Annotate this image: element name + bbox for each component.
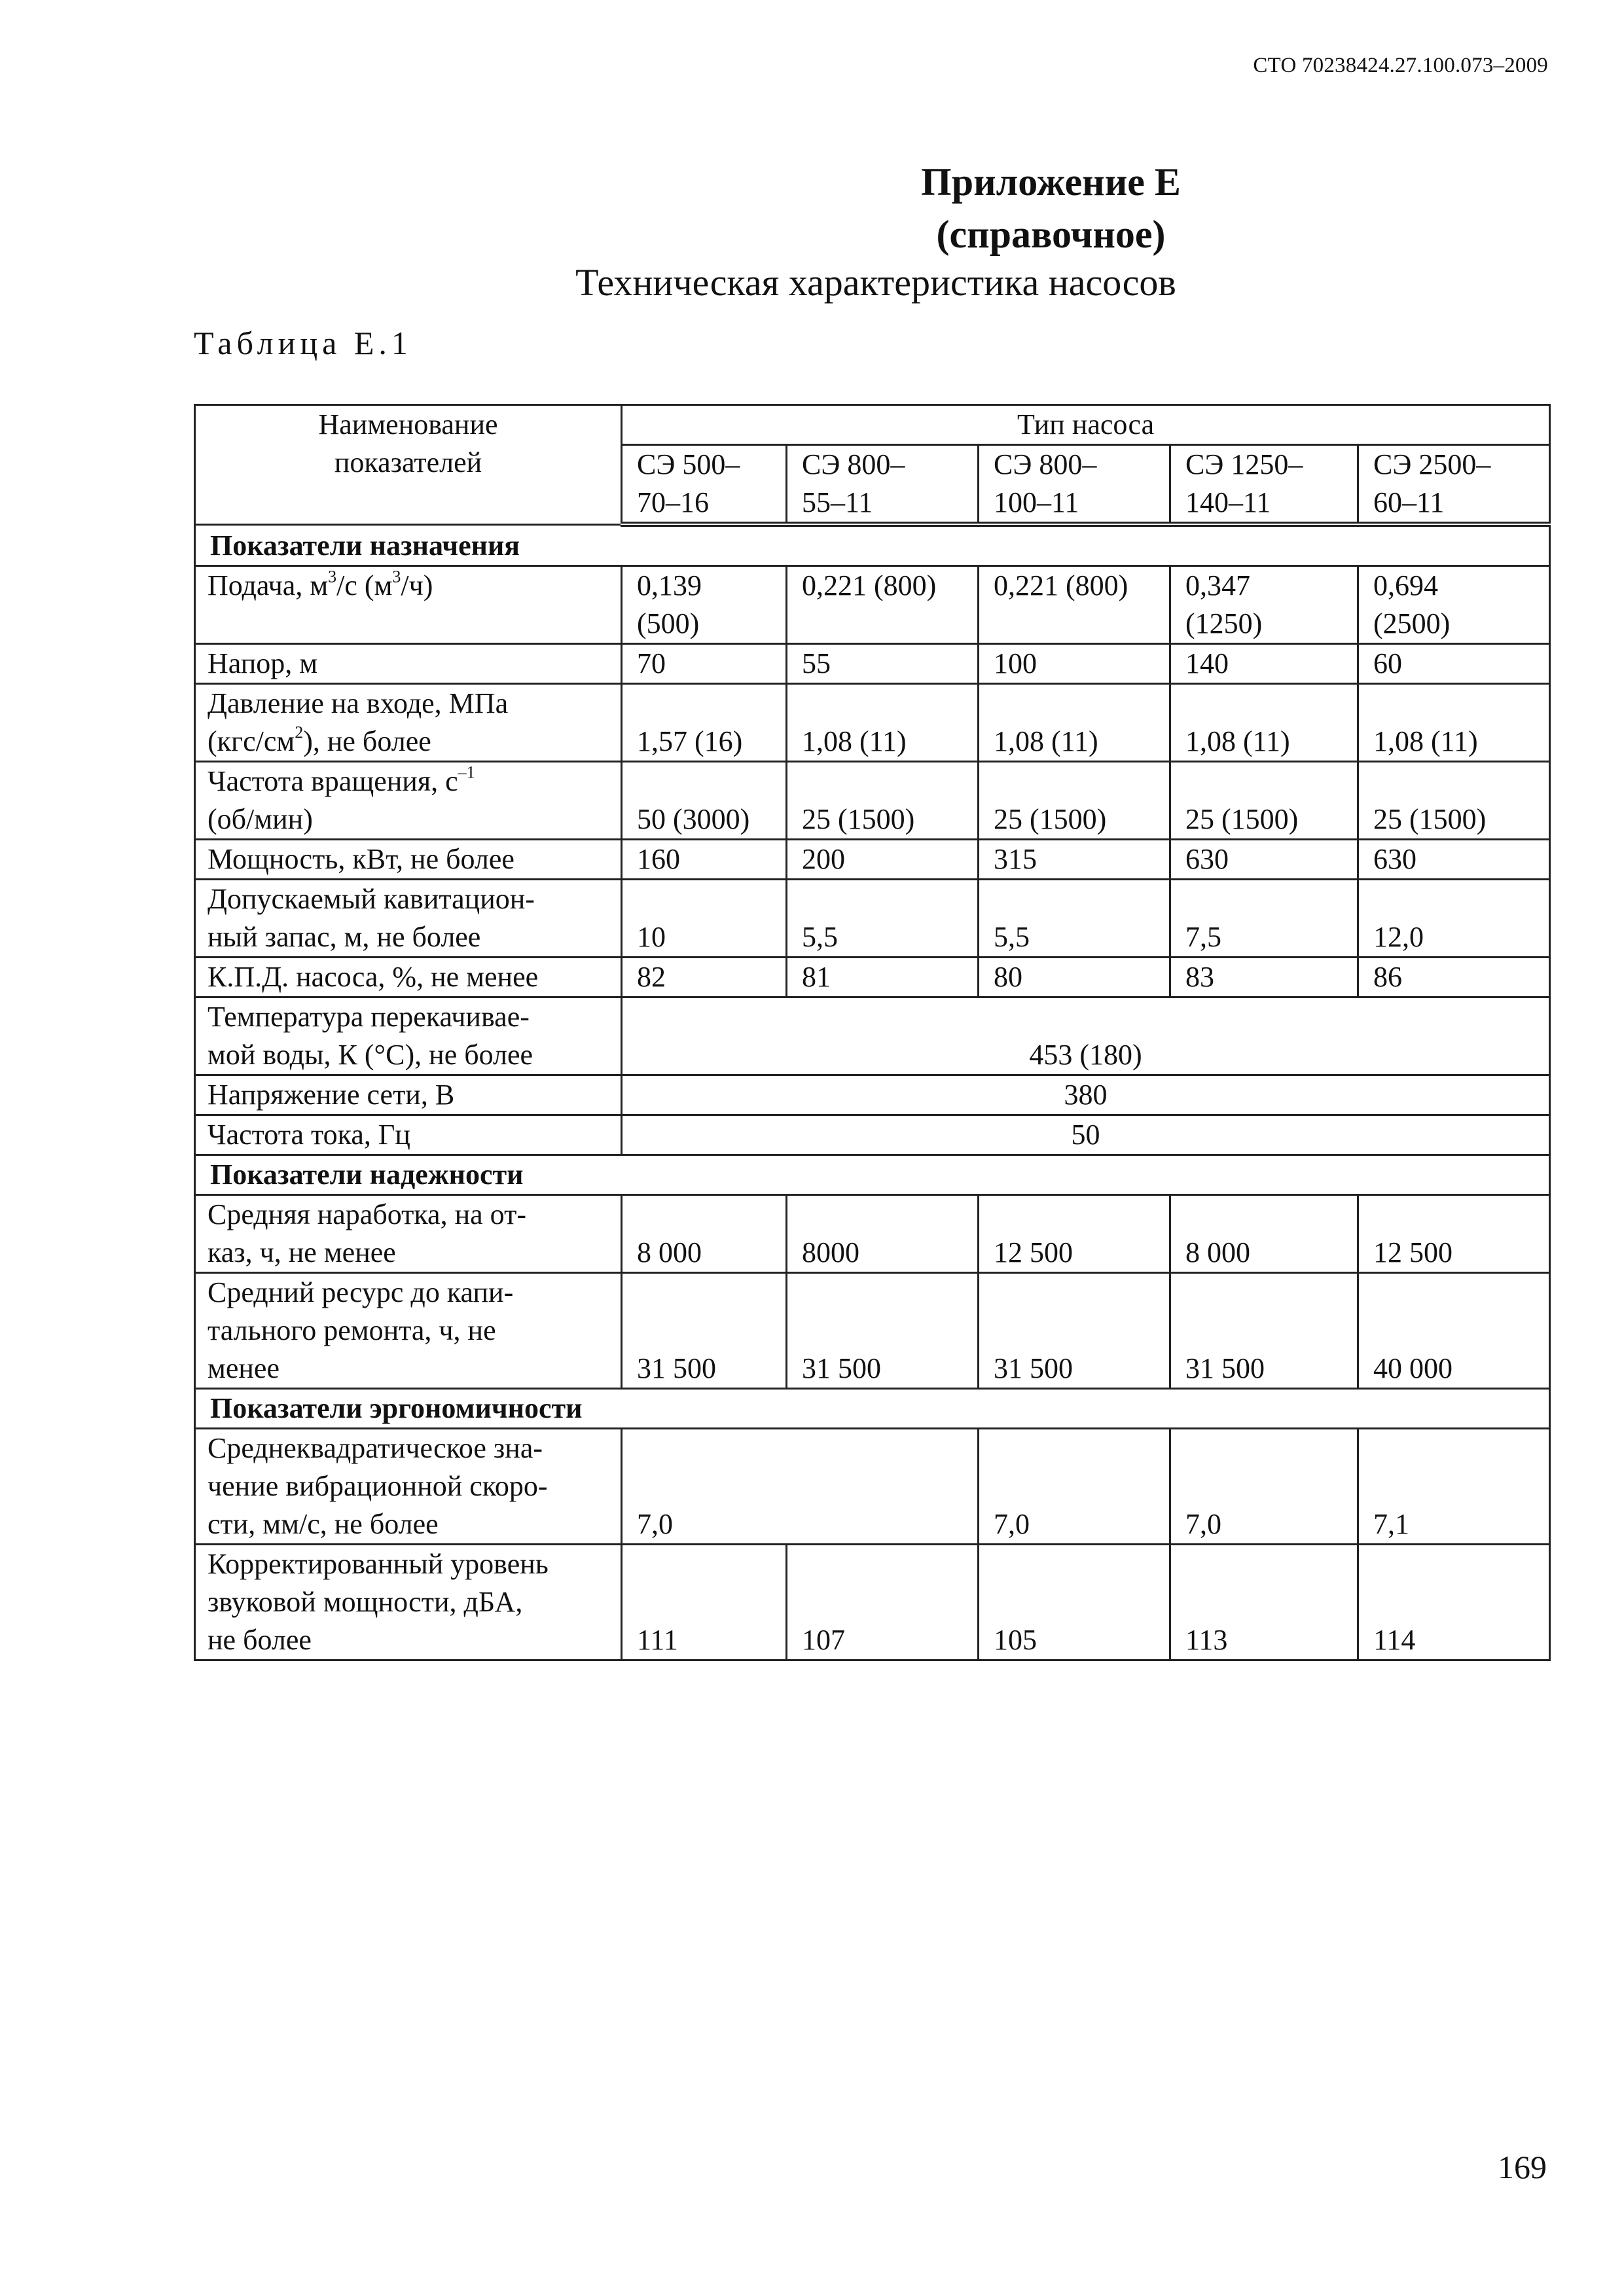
table-cell: 25 (1500)	[1170, 762, 1358, 840]
page-number: 169	[1498, 2149, 1547, 2185]
table-cell: 1,08 (11)	[787, 684, 979, 762]
table-cell: 0,221 (800)	[979, 566, 1170, 644]
table-cell: 7,5	[1170, 880, 1358, 958]
pump-type-cell: СЭ 2500– 60–11	[1358, 445, 1550, 525]
table-row	[195, 880, 1550, 958]
table-cell: 0,139 (500)	[622, 566, 787, 644]
column-header-pump-type: Тип насоса	[622, 405, 1550, 445]
table-cell: 1,08 (11)	[1358, 684, 1550, 762]
table-cell: 7,0	[1170, 1429, 1358, 1545]
table-cell: 630	[1358, 840, 1550, 880]
appendix-caption: Техническая характеристика насосов	[575, 261, 1176, 304]
row-label-npsh: Допускаемый кавитацион- ный запас, м, не более	[195, 880, 622, 958]
table-row	[195, 566, 1550, 644]
table-row	[195, 997, 1550, 1075]
table-cell: 12 500	[979, 1195, 1170, 1273]
table-cell: 86	[1358, 958, 1550, 997]
table-cell: 10	[622, 880, 787, 958]
table-cell: 8000	[787, 1195, 979, 1273]
section-row	[195, 1155, 1550, 1195]
table-cell: 7,0	[622, 1429, 979, 1545]
table-cell: 31 500	[787, 1273, 979, 1389]
appendix-title: Приложение Е	[921, 160, 1181, 204]
section-purpose: Показатели назначения	[195, 524, 1550, 566]
table-row	[195, 1429, 1550, 1545]
table-cell: 1,08 (11)	[979, 684, 1170, 762]
table-cell: 105	[979, 1545, 1170, 1660]
header-row	[195, 405, 1550, 445]
table-row	[195, 684, 1550, 762]
section-reliability: Показатели надежности	[195, 1155, 1550, 1195]
pump-spec-table	[194, 404, 1551, 1661]
table-row	[195, 1273, 1550, 1389]
table-cell: 315	[979, 840, 1170, 880]
table-cell: 1,57 (16)	[622, 684, 787, 762]
table-cell: 1,08 (11)	[1170, 684, 1358, 762]
table-cell: 0,221 (800)	[787, 566, 979, 644]
table-label: Таблица Е.1	[194, 325, 412, 361]
table-cell: 380	[622, 1075, 1550, 1115]
table-cell: 31 500	[622, 1273, 787, 1389]
section-ergonomics: Показатели эргономичности	[195, 1389, 1550, 1429]
row-label-rotation: Частота вращения, $с^{-1}$ (об/мин)	[195, 762, 622, 840]
table-cell: 630	[1170, 840, 1358, 880]
table-cell: 82	[622, 958, 787, 997]
table-cell: 60	[1358, 644, 1550, 684]
table-row	[195, 644, 1550, 684]
table-cell: 114	[1358, 1545, 1550, 1660]
row-label-water-temp: Температура перекачивае- мой воды, К (°С), не более	[195, 997, 622, 1075]
row-label-mtbf: Средняя наработка, на от- каз, ч, не менее	[195, 1195, 622, 1273]
table-cell: 111	[622, 1545, 787, 1660]
table-cell: 70	[622, 644, 787, 684]
table-cell: 40 000	[1358, 1273, 1550, 1389]
row-label-current-freq: Частота тока, Гц	[195, 1115, 622, 1155]
table-cell: 31 500	[979, 1273, 1170, 1389]
table-cell: 80	[979, 958, 1170, 997]
table-cell: 25 (1500)	[1358, 762, 1550, 840]
section-row	[195, 1389, 1550, 1429]
row-label-resource: Средний ресурс до капи- тального ремонта, ч, не менее	[195, 1273, 622, 1389]
table-cell: 160	[622, 840, 787, 880]
table-row	[195, 1075, 1550, 1115]
table-cell: 7,0	[979, 1429, 1170, 1545]
table-cell: 200	[787, 840, 979, 880]
table-cell: 81	[787, 958, 979, 997]
pump-type-cell: СЭ 800– 100–11	[979, 445, 1170, 525]
row-label-inlet-pressure: Давление на входе, МПа $(кгс/см^2)$, не более	[195, 684, 622, 762]
table-cell: 83	[1170, 958, 1358, 997]
column-header-name: Наименование показателей	[195, 405, 622, 525]
section-row	[195, 524, 1550, 566]
table-row	[195, 1115, 1550, 1155]
table-row	[195, 840, 1550, 880]
table-cell: 100	[979, 644, 1170, 684]
pump-type-cell: СЭ 1250– 140–11	[1170, 445, 1358, 525]
table-cell: 113	[1170, 1545, 1358, 1660]
table-cell: 8 000	[1170, 1195, 1358, 1273]
row-label-flow: Подача, $м^3/с$ $(м^3/ч)$	[195, 566, 622, 644]
table-cell: 55	[787, 644, 979, 684]
table-cell: 5,5	[787, 880, 979, 958]
table-cell: 0,347 (1250)	[1170, 566, 1358, 644]
table-cell: 8 000	[622, 1195, 787, 1273]
table-cell: 25 (1500)	[979, 762, 1170, 840]
row-label-noise: Корректированный уровень звуковой мощности, дБА, не более	[195, 1545, 622, 1660]
appendix-status: (справочное)	[936, 213, 1166, 256]
document-code: СТО 70238424.27.100.073–2009	[1253, 54, 1548, 77]
pump-type-cell: СЭ 500– 70–16	[622, 445, 787, 525]
table-cell: 25 (1500)	[787, 762, 979, 840]
row-label-vibration: Среднеквадратическое зна- чение вибрационной скоро- сти, мм/с, не более	[195, 1429, 622, 1545]
row-label-efficiency: К.П.Д. насоса, %, не менее	[195, 958, 622, 997]
row-label-power: Мощность, кВт, не более	[195, 840, 622, 880]
table-cell: 107	[787, 1545, 979, 1660]
table-cell: 12,0	[1358, 880, 1550, 958]
row-label-head: Напор, м	[195, 644, 622, 684]
table-row	[195, 958, 1550, 997]
pump-type-cell: СЭ 800– 55–11	[787, 445, 979, 525]
table-cell: 50 (3000)	[622, 762, 787, 840]
table-row	[195, 1195, 1550, 1273]
row-label-voltage: Напряжение сети, В	[195, 1075, 622, 1115]
table-cell: 31 500	[1170, 1273, 1358, 1389]
table-row	[195, 762, 1550, 840]
table-cell: 0,694 (2500)	[1358, 566, 1550, 644]
table-cell: 50	[622, 1115, 1550, 1155]
table-cell: 12 500	[1358, 1195, 1550, 1273]
table-cell: 7,1	[1358, 1429, 1550, 1545]
table-row	[195, 1545, 1550, 1660]
table-cell: 140	[1170, 644, 1358, 684]
table-cell: 5,5	[979, 880, 1170, 958]
table-cell: 453 (180)	[622, 997, 1550, 1075]
